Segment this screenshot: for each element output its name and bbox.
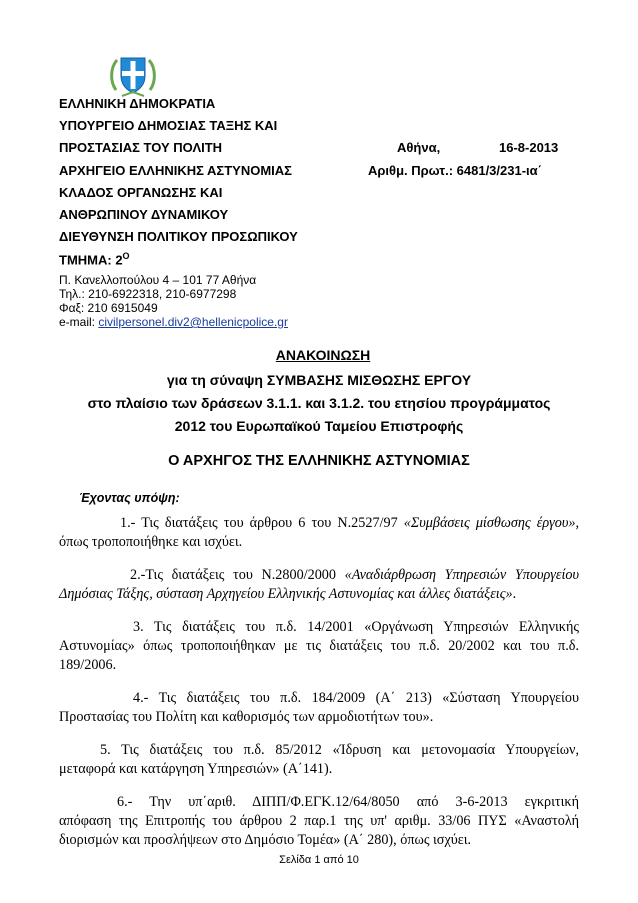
page-number: Σελίδα 1 από 10 [279,854,359,866]
paragraph-2-line1 [130,567,579,584]
header-ministry-line2: ΠΡΟΣΤΑΣΙΑΣ ΤΟΥ ΠΟΛΙΤΗ [59,140,223,155]
paragraph-2-line2 [59,586,579,603]
p2-period: . [512,586,517,602]
paragraph-3-line3: 189/2006. [59,657,117,673]
header-branch-line1: ΚΛΑΔΟΣ ΟΡΓΑΝΩΣΗΣ ΚΑΙ [59,185,223,200]
header-ministry-line1: ΥΠΟΥΡΓΕΙΟ ΔΗΜΟΣΙΑΣ ΤΑΞΗΣ ΚΑΙ [59,118,278,133]
paragraph-3-line2: Αστυνομίας» όπως τροποποιήθηκαν με τις διατάξεις του π.δ. 20/2002 και του π.δ. [59,638,579,654]
header-directorate: ΔΙΕΥΘΥΝΣΗ ΠΟΛΙΤΙΚΟΥ ΠΡΟΣΩΠΙΚΟΥ [59,229,298,244]
header-country: ΕΛΛΗΝΙΚΗ ΔΗΜΟΚΡΑΤΙΑ [59,96,216,111]
document-date: 16-8-2013 [499,140,559,155]
header-branch-line2: ΑΝΘΡΩΠΙΝΟΥ ΔΥΝΑΜΙΚΟΥ [59,207,229,222]
p2-law-title-cont: Δημόσιας Τάξης, σύσταση Αρχηγείου Ελληνικής Αστυνομίας και άλλες διατάξεις» [59,586,513,602]
contact-address: Π. Κανελλοπούλου 4 – 101 77 Αθήνα [59,273,257,287]
paragraph-6-line2: απόφαση της Επιτροπής του άρθρου 2 παρ.1 της υπ' αριθμ. 33/06 ΠΥΣ «Αναστολή [59,813,579,829]
announcement-title-row [0,347,638,363]
paragraph-5-line2: μεταφορά και κατάργηση Υπηρεσιών» (Α΄141). [59,761,333,777]
paragraph-4-line1: 4.- Τις διατάξεις του π.δ. 184/2009 (Α΄ 213) «Σύσταση Υπουργείου [133,690,579,706]
announcement-line1: για τη σύναψη ΣΥΜΒΑΣΗΣ ΜΙΣΘΩΣΗΣ ΕΡΓΟΥ [166,372,472,388]
announcement-line2: στο πλαίσιο των δράσεων 3.1.1. και 3.1.2. του ετησίου προγράμματος [87,395,551,411]
protocol-number: Αριθμ. Πρωτ.: 6481/3/231-ια΄ [368,163,542,178]
p1-law-title: «Συμβάσεις μίσθωσης έργου» [403,515,576,531]
email-label: e-mail: [59,315,99,329]
place-city: Αθήνα, [397,140,441,155]
contact-email-row [59,315,288,329]
announcement-title: ΑΝΑΚΟΙΝΩΣΗ [275,347,371,363]
header-headquarters: ΑΡΧΗΓΕΙΟ ΕΛΛΗΝΙΚΗΣ ΑΣΤΥΝΟΜΙΑΣ [59,163,292,178]
p2-law-title: «Αναδιάρθρωση Υπηρεσιών Υπουργείου [344,567,580,583]
announcement-line3: 2012 του Ευρωπαϊκού Ταμείου Επιστροφής [174,418,464,434]
contact-fax: Φαξ: 210 6915049 [59,301,158,315]
considering-label: Έχοντας υπόψη: [79,491,180,505]
contact-phone: Τηλ.: 210-6922318, 210-6977298 [59,287,237,301]
p2-text: 2.-Τις διατάξεις του Ν.2800/2000 [130,567,345,583]
authority-heading: Ο ΑΡΧΗΓΟΣ ΤΗΣ ΕΛΛΗΝΙΚΗΣ ΑΣΤΥΝΟΜΙΑΣ [168,453,470,469]
section-superscript: Ο [122,251,130,261]
paragraph-6-line3: διορισμών και προσλήψεων στο Δημόσιο Τομέα» (Α΄ 280), όπως ισχύει. [59,832,472,848]
header-section [59,251,130,267]
paragraph-5-line1: 5. Τις διατάξεις του π.δ. 85/2012 «Ίδρυση και μετονομασία Υπουργείων, [100,742,579,758]
coat-of-arms-icon [108,52,158,100]
p1-text: 1.- Τις διατάξεις του άρθρου 6 του Ν.2527/97 [120,515,404,531]
paragraph-3-line1: 3. Τις διατάξεις του π.δ. 14/2001 «Οργάνωση Υπηρεσιών Ελληνικής [133,619,579,635]
p1-comma: , [575,515,579,531]
paragraph-6-line1: 6.- Την υπ΄αριθ. ΔΙΠΠ/Φ.ΕΓΚ.12/64/8050 από 3-6-2013 εγκριτική [117,794,579,810]
section-label: ΤΜΗΜΑ: 2 [59,252,123,268]
paragraph-4-line2: Προστασίας του Πολίτη και καθορισμός των αρμοδιοτήτων του». [59,709,434,725]
email-link[interactable]: civilpersonel.div2@hellenicpolice.gr [98,315,288,329]
paragraph-1-line2: όπως τροποποιήθηκε και ισχύει. [59,534,243,550]
paragraph-1-line1 [120,515,579,532]
